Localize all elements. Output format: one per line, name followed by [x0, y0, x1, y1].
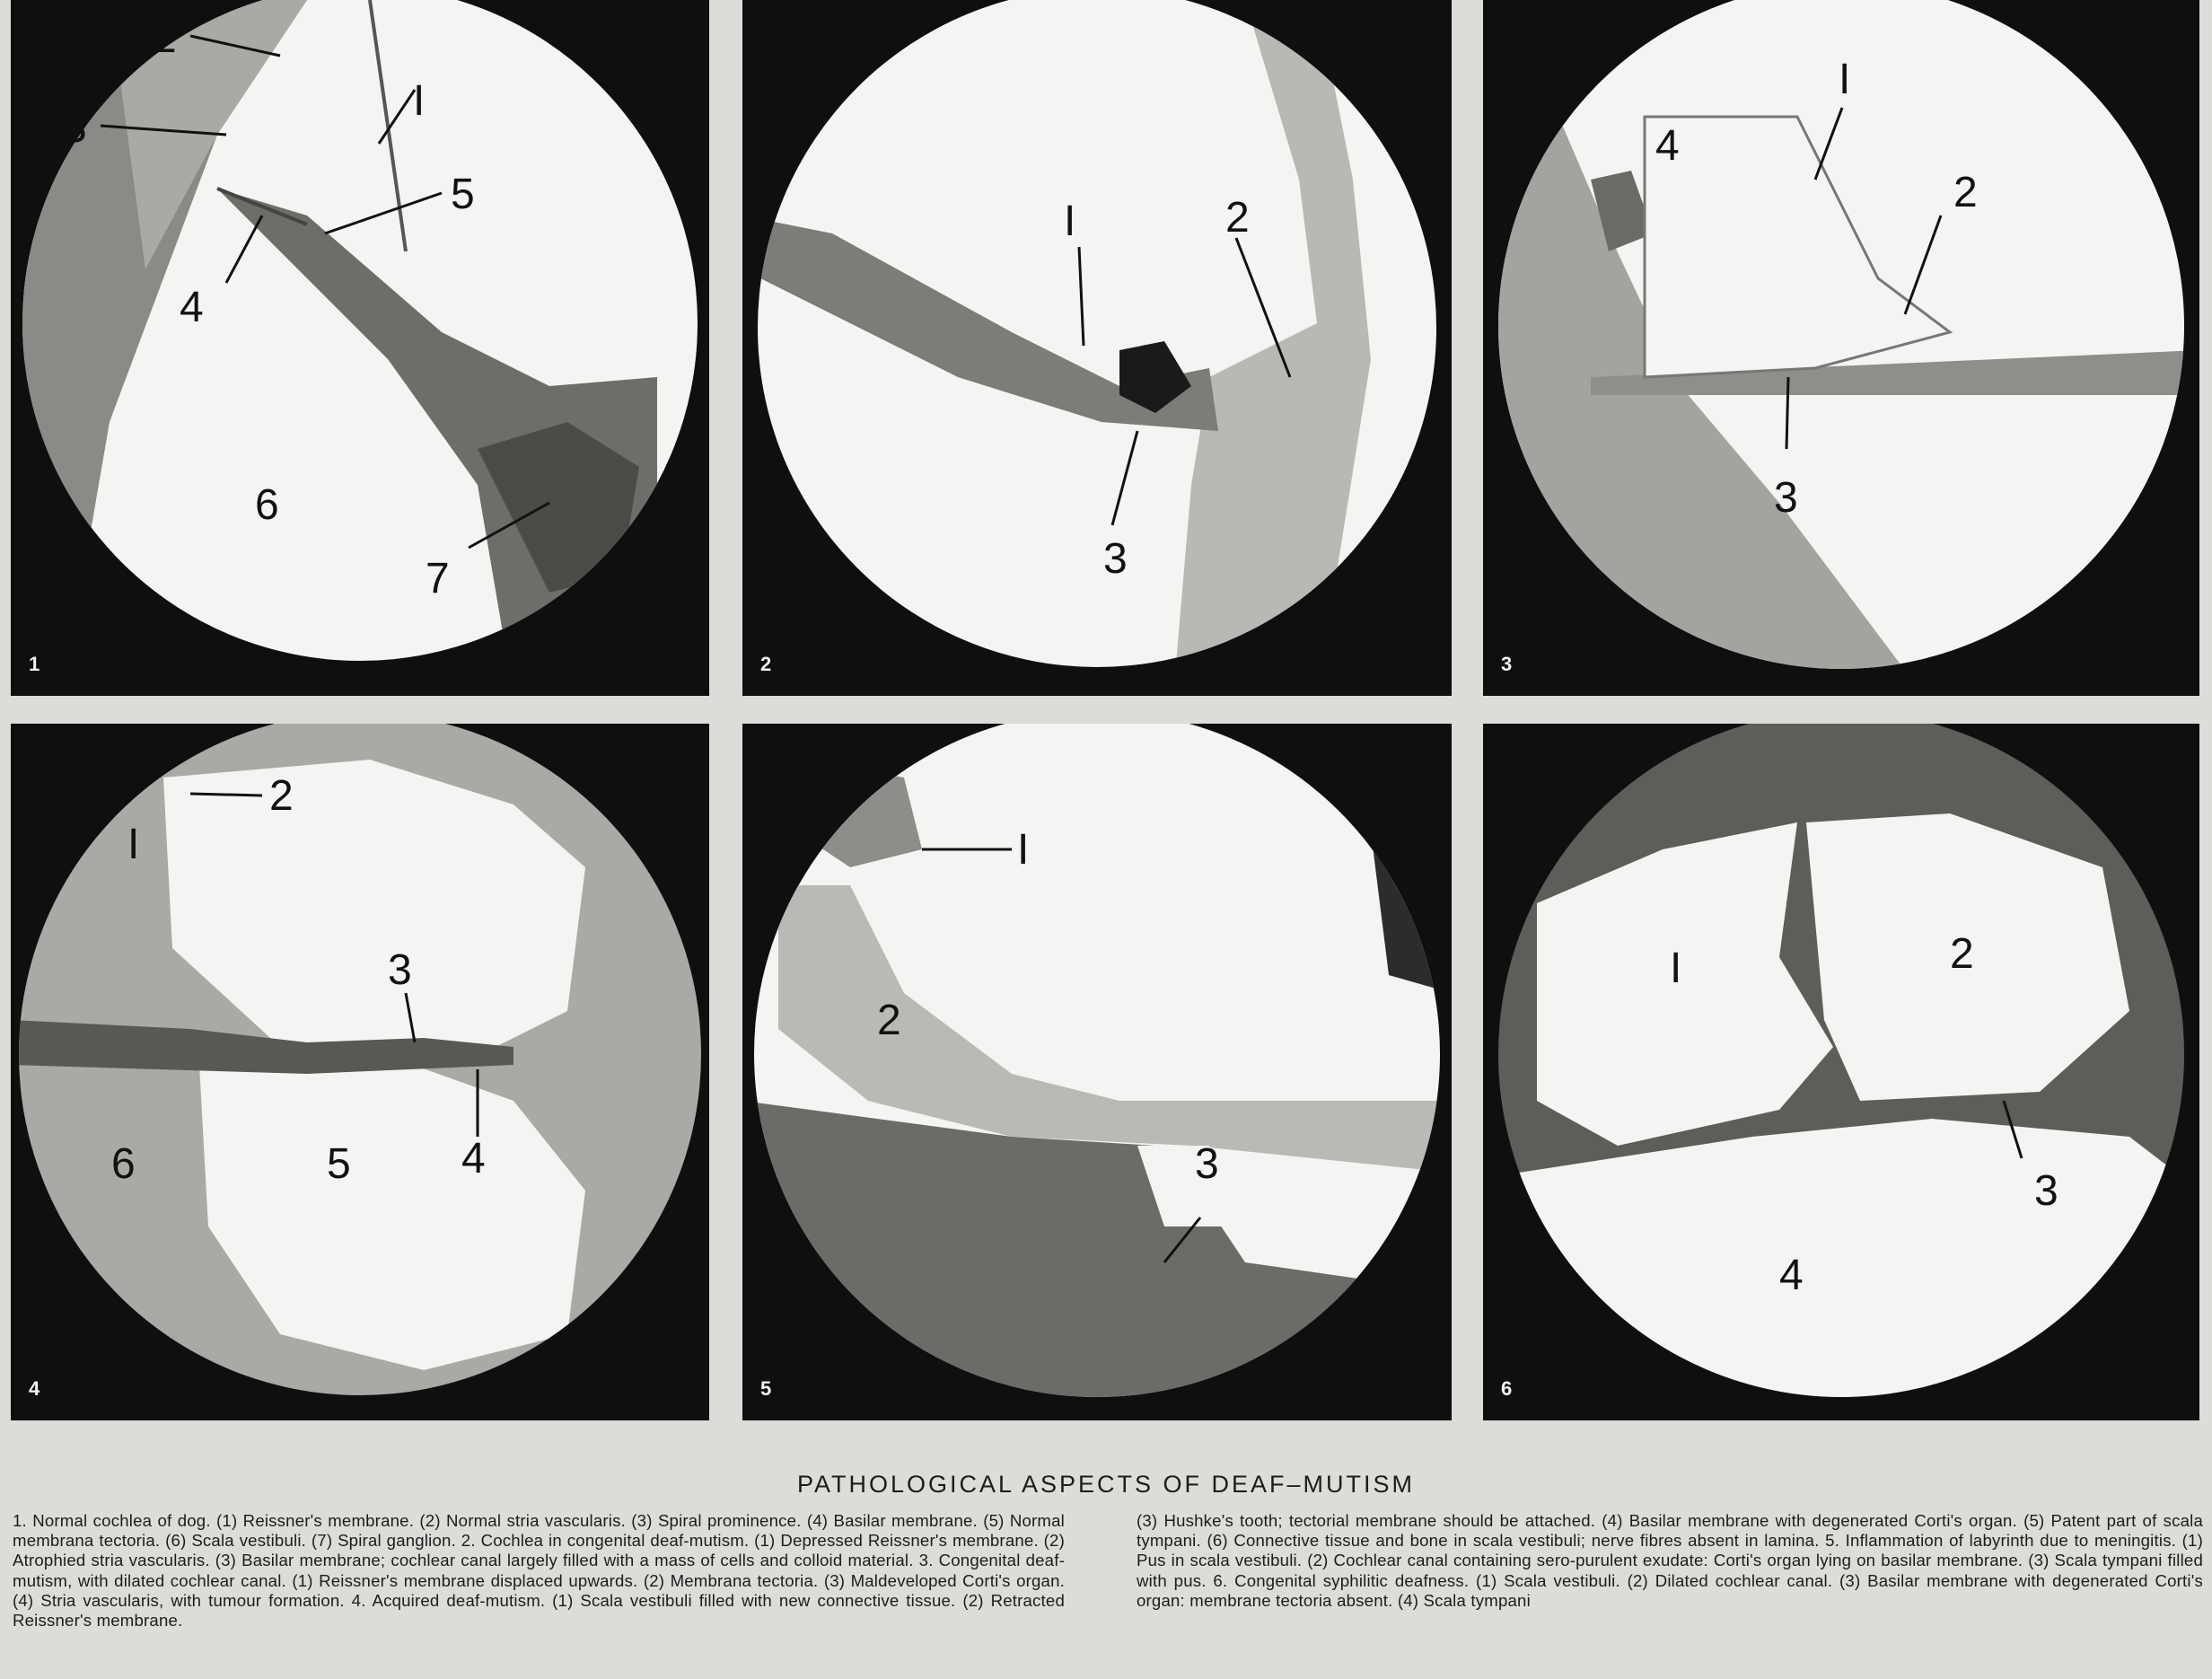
plate-3 [1483, 0, 2199, 696]
caption-left-column: 1. Normal cochlea of dog. (1) Reissner's membrane. (2) Normal stria vascularis. (3) Spiral prominence. (4) Basilar membrane. (5) Normal membrana tectoria. (6) Scala vestibuli. (7) Spiral ganglion. 2. Cochlea in congenital deaf-mutism. (1) Depressed Reissner's membrane. (2) Atrophied stria vascularis. (3) Basilar membrane; cochlear canal largely filled with a mass of cells and colloid material. 3. Congenital deaf-mutism, with dilated cochlear canal. (1) Reissner's membrane displaced upwards. (2) Membrana tectoria. (3) Maldeveloped Corti's organ. (4) Stria vascularis, with tumour formation. 4. Acquired deaf-mutism. (1) Scala vestibuli filled with new connective tissue. (2) Retracted Reissner's membrane. [13, 1511, 1065, 1631]
plate-1-number: 1 [29, 653, 40, 675]
micrograph-3 [1483, 0, 2199, 696]
plate-2-label-2: 2 [1225, 194, 1250, 242]
plate-1-label-7: 7 [426, 555, 450, 602]
plate-6-label-4: 4 [1779, 1252, 1804, 1299]
plate-5-label-3: 3 [1195, 1140, 1219, 1188]
plate-6-label-2: 2 [1950, 930, 1974, 978]
plate-6-number: 6 [1501, 1377, 1513, 1400]
plate-4-number: 4 [29, 1377, 40, 1400]
plate-5 [742, 724, 1452, 1420]
plate-4-label-4: 4 [461, 1135, 486, 1182]
plate-1-label-1: I [413, 77, 426, 125]
plate-1-label-4: 4 [180, 284, 204, 331]
plate-6 [1483, 724, 2199, 1420]
plate-1 [11, 0, 709, 696]
plate-4-label-5: 5 [327, 1140, 351, 1188]
plate-4-label-6: 6 [111, 1140, 136, 1188]
plate-3-label-3: 3 [1774, 474, 1798, 522]
plate-6-label-1: I [1670, 945, 1682, 992]
page-title: PATHOLOGICAL ASPECTS OF DEAF–MUTISM [796, 1471, 1416, 1498]
micrograph-1 [11, 0, 709, 696]
plate-4-label-3: 3 [388, 946, 412, 994]
plate-1-label-5: 5 [451, 171, 475, 218]
plate-3-label-2: 2 [1953, 169, 1978, 216]
plate-3-label-4: 4 [1655, 122, 1680, 170]
plate-5-label-2: 2 [877, 997, 901, 1044]
plate-1-label-2: 2 [153, 14, 177, 62]
plate-2-label-3: 3 [1103, 535, 1128, 583]
micrograph-6 [1483, 724, 2199, 1420]
caption-right-column: (3) Hushke's tooth; tectorial membrane should be attached. (4) Basilar membrane with degenerated Corti's organ. (5) Patent part of scala tympani. (6) Connective tissue and bone in scala vestibuli; nerve fibres absent in lamina. 5. Inflammation of labyrinth due to meningitis. (1) Pus in scala vestibuli. (2) Cochlear canal containing sero-purulent exudate: Corti's organ lying on basilar membrane. (3) Scala tympani filled with pus. 6. Congenital syphilitic deafness. (1) Scala vestibuli. (2) Dilated cochlear canal. (3) Basilar membrane with degenerated Corti's organ: membrane tectoria absent. (4) Scala tympani [1137, 1511, 2203, 1610]
plate-2-number: 2 [760, 653, 772, 675]
plate-3-number: 3 [1501, 653, 1513, 675]
micrograph-2 [742, 0, 1452, 696]
plate-6-label-3: 3 [2034, 1167, 2058, 1215]
plate-5-number: 5 [760, 1377, 772, 1400]
plate-4 [11, 724, 709, 1420]
plate-1-label-6: 6 [255, 481, 279, 529]
micrograph-4 [11, 724, 709, 1420]
plate-5-label-1: I [1017, 826, 1030, 874]
plate-1-label-3: 3 [63, 104, 87, 152]
plate-4-label-2: 2 [269, 772, 294, 820]
micrograph-5 [742, 724, 1452, 1420]
plate-2-label-1: I [1064, 198, 1076, 245]
plate-2 [742, 0, 1452, 696]
plate-4-label-1: I [127, 821, 140, 868]
plate-3-label-1: I [1839, 56, 1851, 103]
